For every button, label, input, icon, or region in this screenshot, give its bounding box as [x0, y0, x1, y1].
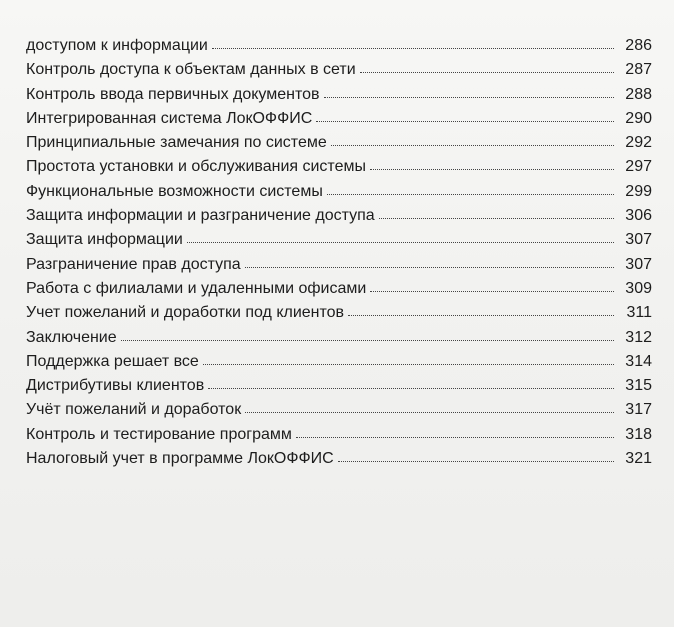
toc-entry-page: 318: [625, 425, 652, 443]
toc-entry-title: Контроль доступа к объектам данных в сети: [26, 61, 356, 79]
dot-leader: [324, 96, 614, 98]
toc-entry-title: Работа с филиалами и удаленными офисами: [26, 279, 367, 297]
toc-entry: [26, 301, 652, 325]
toc-entry-title: Контроль ввода первичных документов: [26, 85, 320, 103]
dot-leader: [245, 266, 614, 268]
dot-leader: [212, 47, 614, 49]
toc-entry: [26, 326, 652, 350]
toc-entry: [26, 253, 652, 277]
dot-leader: [360, 71, 614, 73]
toc-entry: [26, 131, 652, 155]
dot-leader: [331, 144, 614, 146]
toc-entry: [26, 34, 652, 58]
toc-entry: [26, 204, 652, 228]
dot-leader: [187, 241, 614, 243]
toc-entry-page: 321: [625, 450, 652, 468]
dot-leader: [208, 387, 614, 389]
toc-entry-page: 312: [625, 328, 652, 346]
toc-entry-page: 307: [625, 231, 652, 249]
toc-entry-title: Функциональные возможности системы: [26, 182, 323, 200]
dot-leader: [316, 120, 614, 122]
toc-entry: [26, 83, 652, 107]
toc-entry: [26, 180, 652, 204]
toc-entry-title: Контроль и тестирование программ: [26, 425, 292, 443]
toc-entry-title: Налоговый учет в программе ЛокОФФИС: [26, 450, 334, 468]
toc-entry-page: 288: [625, 85, 652, 103]
toc-entry: [26, 107, 652, 131]
toc-entry-page: 315: [625, 377, 652, 395]
toc-entry: [26, 277, 652, 301]
toc-entry-title: Заключение: [26, 328, 117, 346]
table-of-contents: [26, 34, 652, 471]
dot-leader: [370, 290, 614, 292]
toc-entry: [26, 350, 652, 374]
toc-entry-title: Принципиальные замечания по системе: [26, 134, 327, 152]
toc-entry-title: Интегрированная система ЛокОФФИС: [26, 109, 313, 127]
dot-leader: [203, 363, 614, 365]
dot-leader: [338, 460, 614, 462]
toc-entry-page: 299: [625, 182, 652, 200]
toc-entry-page: 306: [625, 207, 652, 225]
toc-entry: [26, 398, 652, 422]
toc-entry-title: Защита информации: [26, 231, 183, 249]
toc-entry: [26, 228, 652, 252]
dot-leader: [370, 168, 614, 170]
toc-entry-page: 317: [625, 401, 652, 419]
toc-entry-title: Учет пожеланий и доработки под клиентов: [26, 304, 345, 322]
toc-entry: [26, 374, 652, 398]
dot-leader: [379, 217, 614, 219]
toc-entry-page: 307: [625, 255, 652, 273]
dot-leader: [245, 411, 614, 413]
toc-entry-page: 286: [625, 37, 652, 54]
toc-entry: [26, 447, 652, 471]
toc-entry-title: Защита информации и разграничение доступа: [26, 207, 375, 225]
toc-entry-page: 290: [625, 109, 652, 127]
toc-entry-title: Простота установки и обслуживания системы: [26, 158, 366, 176]
toc-entry: [26, 423, 652, 447]
toc-entry-title: Поддержка решает все: [26, 352, 199, 370]
toc-entry-title: Разграничение прав доступа: [26, 255, 241, 273]
toc-entry-title: доступом к информации: [26, 37, 208, 54]
dot-leader: [348, 314, 614, 316]
toc-entry-title: Учёт пожеланий и доработок: [26, 401, 242, 419]
toc-entry: [26, 155, 652, 179]
toc-entry-page: 292: [625, 134, 652, 152]
toc-entry-page: 297: [625, 158, 652, 176]
dot-leader: [121, 339, 614, 341]
toc-entry-page: 309: [625, 279, 652, 297]
dot-leader: [296, 436, 614, 438]
toc-entry-title: Дистрибутивы клиентов: [26, 377, 205, 395]
toc-entry-page: 311: [626, 304, 652, 322]
toc-entry-page: 287: [625, 61, 652, 79]
dot-leader: [327, 193, 614, 195]
toc-entry-page: 314: [625, 352, 652, 370]
toc-entry: [26, 58, 652, 82]
